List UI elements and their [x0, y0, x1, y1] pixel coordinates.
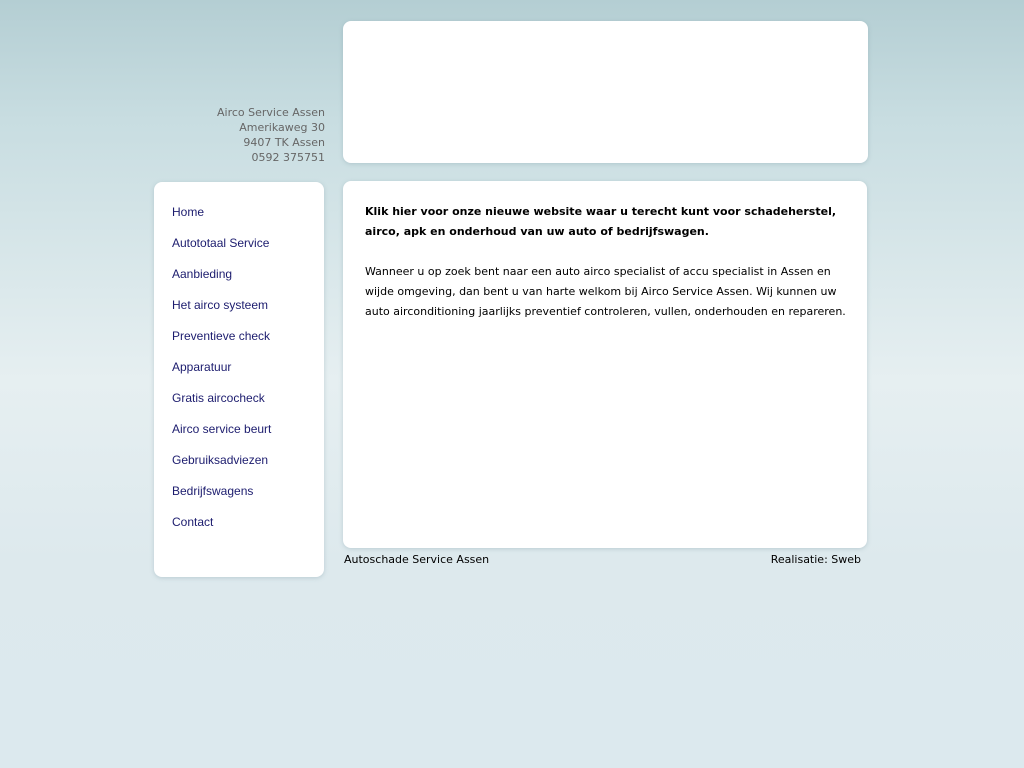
company-name: Airco Service Assen: [216, 106, 325, 119]
nav-link-preventieve-check[interactable]: Preventieve check: [172, 329, 271, 343]
phone-number: 0592 375751: [251, 151, 325, 164]
nav-item-apparatuur: [172, 357, 324, 388]
postal-city: 9407 TK Assen: [243, 136, 325, 149]
nav-item-gratis-aircocheck: [172, 388, 324, 419]
nav-item-bedrijfswagens: [172, 481, 324, 512]
nav-link-airco-service-beurt[interactable]: Airco service beurt: [172, 422, 272, 436]
nav-item-gebruiksadviezen: [172, 450, 324, 481]
nav-link-apparatuur[interactable]: Apparatuur: [172, 360, 232, 374]
nav-link-home[interactable]: Home: [172, 205, 205, 219]
footer-credit: Realisatie: Sweb: [770, 553, 861, 566]
nav-item-home: [172, 202, 324, 233]
nav-item-preventieve-check: [172, 326, 324, 357]
nav-link-het-airco-systeem[interactable]: Het airco systeem: [172, 298, 269, 312]
new-website-link[interactable]: Klik hier voor onze nieuwe website waar u terecht kunt voor schadeherstel, airco, apk en onderhoud van uw auto of bedrijfswagen.: [365, 205, 837, 238]
footer-company: Autoschade Service Assen: [344, 553, 490, 566]
main-navigation: [154, 182, 324, 543]
header-banner: [343, 21, 868, 163]
street-address: Amerikaweg 30: [239, 121, 325, 134]
nav-item-het-airco-systeem: [172, 295, 324, 326]
nav-link-autototaal-service[interactable]: Autototaal Service: [172, 236, 270, 250]
intro-paragraph: Wanneer u op zoek bent naar een auto airco specialist of accu specialist in Assen en wijde omgeving, dan bent u van harte welkom bij Airco Service Assen. Wij kunnen uw auto airconditioning jaarlijks preventief controleren, vullen, onderhouden en repareren.: [365, 265, 846, 318]
nav-item-airco-service-beurt: [172, 419, 324, 450]
nav-link-aanbieding[interactable]: Aanbieding: [172, 267, 233, 281]
nav-item-contact: [172, 512, 324, 543]
sidebar: [154, 182, 324, 577]
main-content: [343, 181, 867, 548]
nav-link-contact[interactable]: Contact: [172, 515, 214, 529]
nav-link-bedrijfswagens[interactable]: Bedrijfswagens: [172, 484, 254, 498]
company-address: [154, 105, 325, 165]
nav-link-gebruiksadviezen[interactable]: Gebruiksadviezen: [172, 453, 269, 467]
content-body: [343, 181, 867, 322]
nav-item-aanbieding: [172, 264, 324, 295]
nav-link-gratis-aircocheck[interactable]: Gratis aircocheck: [172, 391, 265, 405]
nav-item-autototaal-service: [172, 233, 324, 264]
